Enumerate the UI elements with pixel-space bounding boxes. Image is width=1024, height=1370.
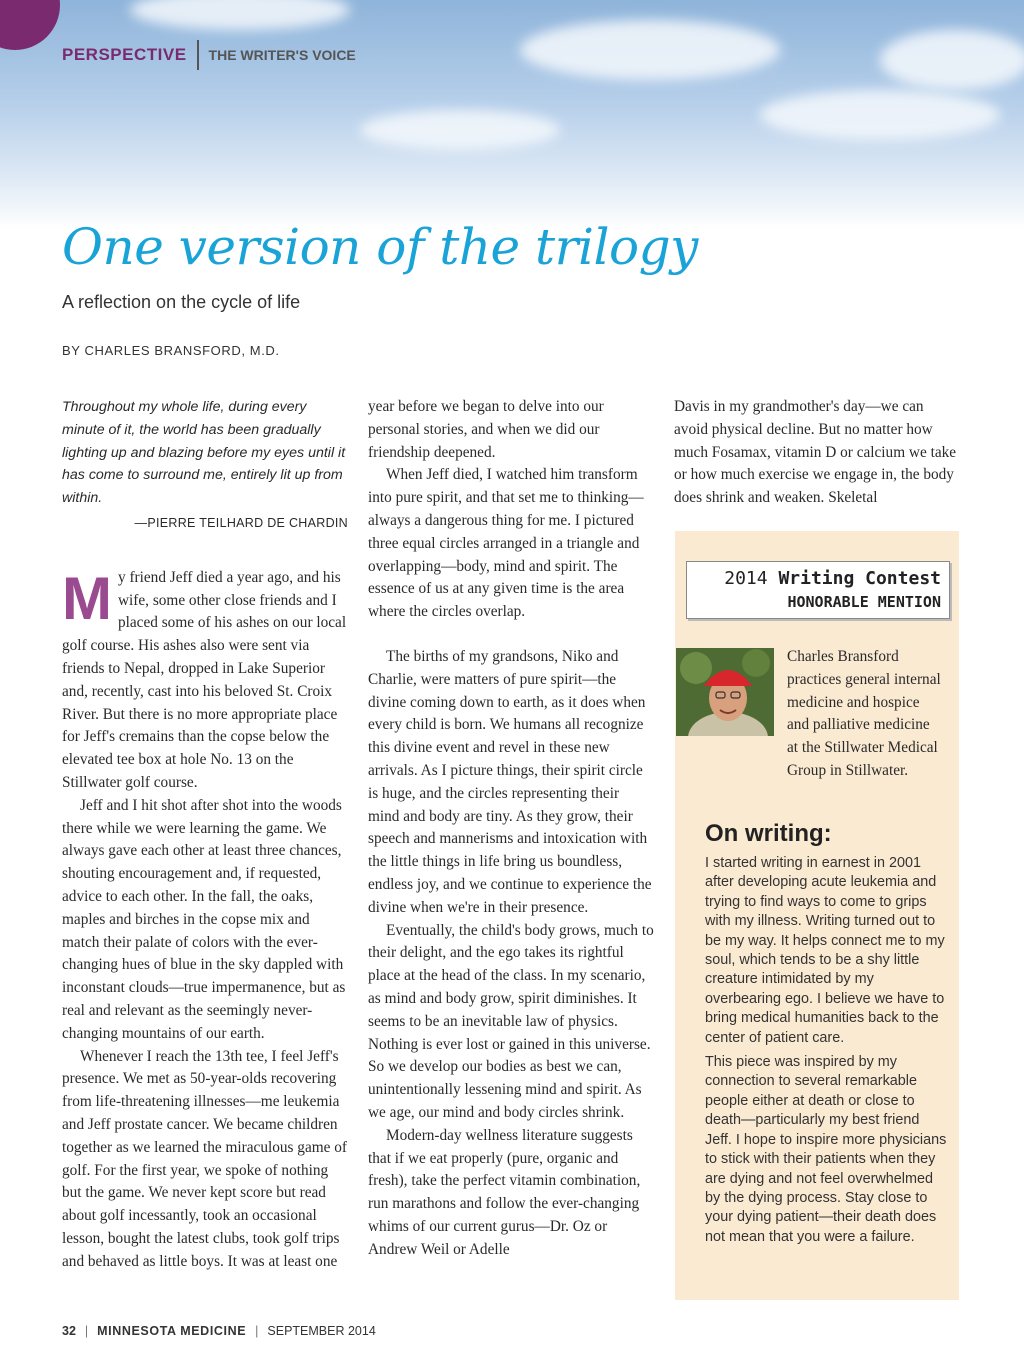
- body-paragraph: Whenever I reach the 13th tee, I feel Jeff's presence. We met as 50-year-olds recovering from life-threatening illnesses—me leukemia and Jeff prostate cancer. We became children together as we learned the miraculous game of golf. For the first year, we spoke of nothing but the game. We never kept score but read about golf incessantly, took an occasional lesson, bought the latest clubs, took golf trips and behaved as little boys. It was at least one: [62, 1047, 348, 1270]
- sky-banner: [0, 0, 1024, 230]
- header-divider: [197, 40, 199, 70]
- sidebar-text: [705, 854, 949, 1252]
- sidebar-paragraph: This piece was inspired by my connection to several remarkable people either at death or close to death—particularly my best friend Jeff. I hope to inspire more physicians to stick with their patients when they are dying and not feel overwhelmed by the dying process. Stay close to your dying patient—their death does not mean that you were a failure.: [705, 1054, 947, 1245]
- byline: BY CHARLES BRANSFORD, M.D.: [62, 343, 280, 358]
- page-number: 32: [62, 1324, 76, 1338]
- sidebar-heading: On writing:: [705, 820, 832, 847]
- article-title: One version of the trilogy: [62, 218, 698, 276]
- body-paragraph: The births of my grandsons, Niko and Charlie, were matters of pure spirit—the divine coming down to earth, as it does when every child is born. We humans all recognize this divine event and revel in these new arrivals. As I picture things, their spirit circle is huge, and the circles representing their mind and body are tiny. As they grow, their speech and mannerisms and intoxication with the little things in life bring us boundless, endless joy, and we continue to experience the divine when we're in their presence.: [368, 647, 652, 916]
- body-paragraph: When Jeff died, I watched him transform into pure spirit, and that set me to thinking—always a dangerous thing for me. I pictured three equal circles arranged in a triangle and overlapping—body, mind and spirit. The essence of us at any given time is the area where the circles overlap.: [368, 466, 644, 621]
- footer-divider: |: [84, 1324, 89, 1338]
- column-3: [674, 396, 960, 510]
- subsection-label: THE WRITER'S VOICE: [208, 47, 356, 63]
- body-paragraph: Jeff and I hit shot after shot into the woods there while we were learning the game. We always gave each other at least three chances, shouting encouragement and, if requested, advice to each other. In the fall, the oaks, maples and birches in the copse mix and match their palate of colors with the ever-changing hues of blue in the sky dappled with inconstant clouds—true impermanence, but as real and relevant as the seemingly never-changing mountains of our earth.: [62, 796, 346, 1042]
- publication-name: MINNESOTA MEDICINE: [97, 1324, 247, 1338]
- author-bio-text: Charles Bransford practices general internal medicine and hospice and palliative medicine at the Stillwater Medical Group in Stillwater.: [787, 648, 941, 779]
- author-bio: [705, 646, 941, 783]
- body-paragraph: year before we began to delve into our personal stories, and when we did our friendship deepened.: [368, 398, 604, 461]
- badge-award: HONORABLE MENTION: [787, 593, 941, 611]
- column-2: [368, 396, 654, 1261]
- body-paragraph: Eventually, the child's body grows, much to their delight, and the ego takes its rightful place at the head of the class. In my scenario, as mind and body grow, spirit diminishes. It seems to be an inevitable law of physics. Nothing is ever lost or gained in this universe. So we develop our bodies as best we can, unintentionally lessening mind and spirit. As we age, our mind and body circles shrink.: [368, 921, 654, 1121]
- body-paragraph: My friend Jeff died a year ago, and his wife, some other close friends and I placed some of his ashes on our local golf course. His ashes also were sent via friends to Nepal, dropped in Lake Superior and, recently, cast into his beloved St. Croix River. But there is no more appropriate place for Jeff's cremains than the copse below the elevated tee box at hole No. 13 on the Stillwater golf course.: [62, 564, 347, 791]
- page-footer: [62, 1324, 376, 1338]
- sidebar-paragraph: I started writing in earnest in 2001 after developing acute leukemia and trying to find ways to come to grips with my illness. Writing turned out to be my way. It helps connect me to my soul, which tends to be a shy little creature intimidated by my overbearing ego. I believe we have to bring medical humanities back to the center of patient care.: [705, 855, 945, 1046]
- section-label: PERSPECTIVE: [62, 45, 187, 64]
- issue-date: SEPTEMBER 2014: [267, 1324, 376, 1338]
- badge-title: Writing Contest: [778, 568, 941, 589]
- badge-year: 2014: [724, 568, 768, 589]
- body-paragraph: Modern-day wellness literature suggests that if we eat properly (pure, organic and fresh), take the perfect vitamin combination, run marathons and follow the ever-changing whims of our current gurus—Dr. Oz or Andrew Weil or Adelle: [368, 1126, 641, 1258]
- contest-badge: [686, 561, 950, 619]
- body-paragraph: Davis in my grandmother's day—we can avoid physical decline. But no matter how much Fosamax, vitamin D or calcium we take or how much exercise we engage in, the body does shrink and weaken. Skeletal: [674, 398, 957, 507]
- footer-divider: |: [255, 1324, 259, 1338]
- section-header: [62, 40, 356, 70]
- epigraph-attribution: —PIERRE TEILHARD DE CHARDIN: [134, 515, 348, 530]
- column-1: [62, 396, 348, 1273]
- epigraph-text: Throughout my whole life, during every minute of it, the world has been gradually lighting up and blazing before my eyes until it has come to surround me, entirely lit up from within.: [62, 399, 346, 507]
- article-subtitle: A reflection on the cycle of life: [62, 292, 301, 312]
- drop-cap: M: [62, 564, 112, 632]
